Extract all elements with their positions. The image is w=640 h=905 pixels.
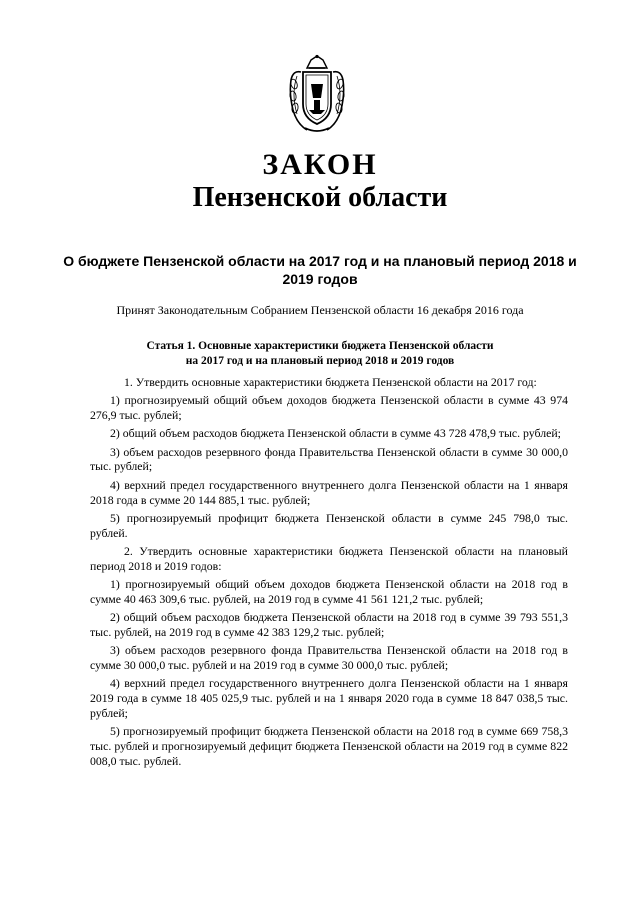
- list-item-paragraph: 5) прогнозируемый профицит бюджета Пензенской области на 2018 год в сумме 669 758,3 тыс. рублей и прогнозируемый дефицит бюджета Пензенской области на 2019 год в сумме 822 008,0 тыс. рублей.: [90, 724, 568, 768]
- law-title: ЗАКОН: [262, 148, 378, 181]
- list-item-paragraph: 4) верхний предел государственного внутреннего долга Пензенской области на 1 января 2018 года в сумме 20 144 885,1 тыс. рублей;: [90, 477, 568, 507]
- adoption-note: Принят Законодательным Собранием Пензенской области 16 декабря 2016 года: [116, 303, 524, 317]
- article-body: [90, 375, 568, 772]
- list-item-paragraph: 2) общий объем расходов бюджета Пензенской области в сумме 43 728 478,9 тыс. рублей;: [110, 426, 561, 441]
- list-item-paragraph: 3) объем расходов резервного фонда Правительства Пензенской области на 2018 год в сумме 30 000,0 тыс. рублей и на 2019 год в сумме 30 000,0 тыс. рублей;: [90, 643, 568, 673]
- region-title: Пензенской области: [192, 182, 448, 213]
- article-heading: [90, 339, 550, 369]
- article-heading-line2: на 2017 год и на плановый период 2018 и 2019 годов: [185, 355, 455, 367]
- list-item-paragraph: 2) общий объем расходов бюджета Пензенской области на 2018 год в сумме 39 793 551,3 тыс. рублей, на 2019 год в сумме 42 383 129,2 тыс. рублей;: [90, 610, 568, 639]
- coat-of-arms-emblem: [285, 54, 349, 136]
- list-item-paragraph: 5) прогнозируемый профицит бюджета Пензенской области в сумме 245 798,0 тыс. рублей.: [90, 510, 568, 540]
- list-item-paragraph: 1) прогнозируемый общий объем доходов бюджета Пензенской области в сумме 43 974 276,9 тыс. рублей;: [90, 393, 568, 423]
- section-paragraph: 1. Утвердить основные характеристики бюджета Пензенской области на 2017 год:: [124, 375, 537, 389]
- law-subject: О бюджете Пензенской области на 2017 год и на плановый период 2018 и 2019 годов: [63, 253, 577, 287]
- list-item-paragraph: 1) прогнозируемый общий объем доходов бюджета Пензенской области на 2018 год в сумме 40 463 309,6 тыс. рублей, на 2019 год в сумме 41 561 121,2 тыс. рублей;: [90, 577, 568, 606]
- list-item-paragraph: 4) верхний предел государственного внутреннего долга Пензенской области на 1 января 2019 года в сумме 18 405 025,9 тыс. рублей и на 1 января 2020 года в сумме 18 847 038,5 тыс. рублей;: [90, 676, 568, 720]
- article-heading-line1: Статья 1. Основные характеристики бюджета Пензенской области: [146, 340, 494, 352]
- list-item-paragraph: 3) объем расходов резервного фонда Правительства Пензенской области в сумме 30 000,0 тыс. рублей;: [90, 444, 568, 474]
- section-paragraph: 2. Утвердить основные характеристики бюджета Пензенской области на плановый период 2018 и 2019 годов:: [90, 543, 568, 573]
